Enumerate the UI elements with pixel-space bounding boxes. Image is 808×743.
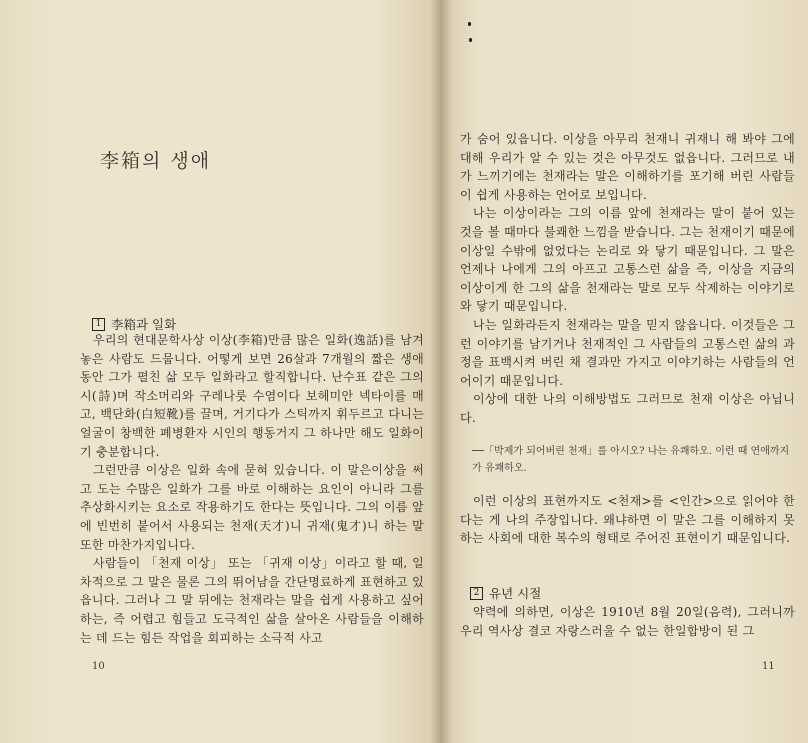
paragraph: 가 숨어 있읍니다. 이상을 아무리 천재니 귀재니 해 봐야 그에 대해 우리가 알 수 있는 것은 아무것도 없읍니다. 그러므로 내가 느끼기에는 천재라는 말은 이해하기를 포기해 버린 사람들이 쉽게 사용하는 언어로 보입니다. xyxy=(460,132,795,202)
section-heading-2 xyxy=(470,584,541,602)
paragraph: 이런 이상의 표현까지도 <천재>를 <인간>으로 읽어야 한다는 게 나의 주장입니다. 왜냐하면 이 말은 그를 이해하지 못하는 사회에 대한 복수의 형태로 주어진 표현이기 때문입니다. xyxy=(460,494,795,546)
right-body-text-2 xyxy=(460,492,795,548)
right-body-text xyxy=(460,130,795,428)
page-number: 10 xyxy=(92,661,105,672)
chapter-title: 李箱의 생애 xyxy=(100,150,212,172)
paragraph: 약력에 의하면, 이상은 1910년 8월 20일(음력), 그러니까 우리 역사상 결코 자랑스러울 수 없는 한일합방이 된 그 xyxy=(460,605,795,638)
paragraph: 그런만큼 이상은 일화 속에 묻혀 있습니다. 이 말은이상을 써고 도는 수많은 일화가 그를 바로 이해하는 요인이 아니라 그를 추상화시키는 요소로 작용하기도 한다는 뜻입니다. 그의 이름 앞에 빈번히 붙어서 사용되는 천재(天才)니 귀재(鬼才)니 하는 말 또한 마찬가지입니다. xyxy=(80,463,424,552)
paragraph: 사람들이 「천재 이상」 또는 「귀재 이상」이라고 할 때, 일차적으로 그 말은 물론 그의 뛰어남을 간단명료하게 표현하고 있읍니다. 그러나 그 말 뒤에는 천재라는 말을 쉽게 사용하고 싶어 하는, 즉 어렵고 힘들고 도극적인 삶을 살아온 사람들을 이해하는 데 드는 힘든 작업을 회피하는 소극적 사고 xyxy=(80,556,424,645)
ink-speck xyxy=(468,22,471,26)
ink-speck xyxy=(469,38,472,42)
paragraph: 이상에 대한 나의 이해방법도 그러므로 천재 이상은 아닙니다. xyxy=(460,392,795,425)
section-title: 李箱과 일화 xyxy=(111,317,177,332)
section-number-box: 2 xyxy=(470,587,483,600)
paragraph: 우리의 현대문학사상 이상(李箱)만큼 많은 일화(逸話)를 남겨 놓은 사람도 드뭅니다. 어떻게 보면 26살과 7개월의 짧은 생애 동안 그가 펼친 삶 모두 일화라고 할직합니다. 난수표 같은 그의 시(詩)며 작소머리와 구레나룻 수염이다 보헤미안 넥타이를 매고, 백단화(白短靴)를 끌며, 거기다가 스틱까지 휘두르고 다니는 얼굴이 창백한 폐병환자 시인의 행동거지 그 하나만 해도 일화이기 충분합니다. xyxy=(80,333,424,459)
right-body-text-3 xyxy=(460,603,795,640)
book-gutter xyxy=(430,0,452,743)
paragraph: 나는 이상이라는 그의 이름 앞에 천재라는 말이 붙어 있는 것을 볼 때마다 불쾌한 느낌을 받습니다. 그는 천재이기 때문에 이상일 수밖에 없었다는 논리로 와 닿기 때문입니다. 그 말은 언제나 나에게 그의 아프고 고통스런 삶을 즉, 이상을 지금의 이상이게 한 그의 삶을 천재라는 말로 모두 삭제하는 이야기로 와 닿기 때문입니다. xyxy=(460,206,795,314)
page-number: 11 xyxy=(762,661,775,672)
left-body-text xyxy=(80,331,424,647)
section-title: 유년 시절 xyxy=(489,586,542,601)
block-quote: ──「박제가 되어버린 천재」를 아시오? 나는 유쾌하오. 이런 때 연애까지가 유쾌하오. xyxy=(472,446,790,474)
section-number-box: 1 xyxy=(92,318,105,331)
paragraph: 나는 일화라든지 천재라는 말을 믿지 않읍니다. 이것들은 그런 이야기를 남기거나 천재적인 그 사람들의 고통스런 삶의 과정을 표백시켜 버린 채 결과만 가지고 이야기하는 사람들의 언어이기 때문입니다. xyxy=(460,317,795,388)
right-page xyxy=(440,0,808,743)
